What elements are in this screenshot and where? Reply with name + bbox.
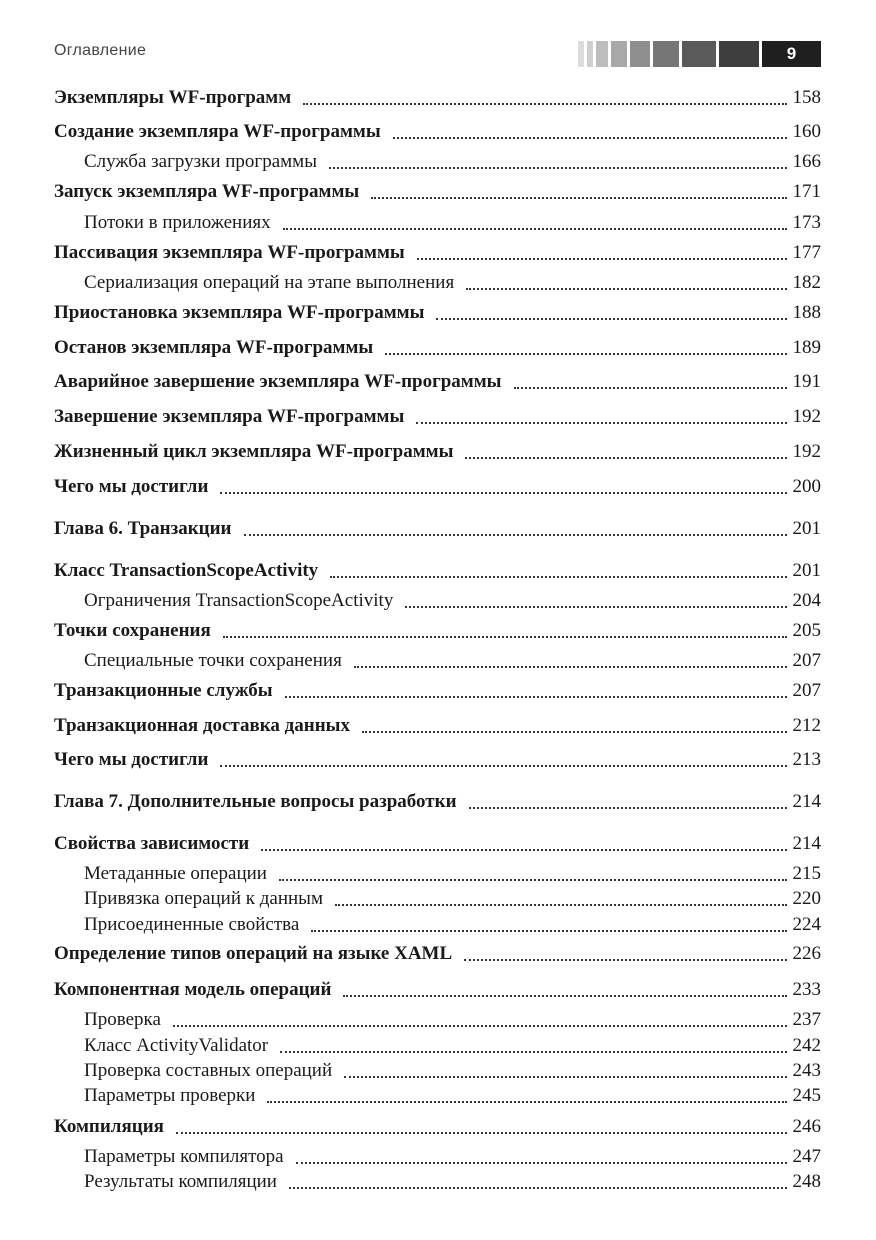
toc-entry-page: 213 [792,749,821,770]
dot-leader [393,133,787,139]
toc-entry-page: 205 [792,620,821,641]
dot-leader [220,761,786,767]
dot-leader [362,727,787,733]
dot-leader [280,1047,786,1053]
toc-entry [84,1059,821,1083]
toc-entry [84,887,821,911]
toc-entry-page: 204 [792,590,821,611]
toc-entry-title: Приостановка экземпляра WF-программы [54,302,425,323]
toc-entry-page: 246 [792,1116,821,1137]
toc-entry-page: 247 [792,1146,821,1167]
toc-entry-page: 173 [792,212,821,233]
toc-entry-title: Потоки в приложениях [84,212,271,233]
toc-entry [54,517,821,541]
toc-entry-page: 200 [792,476,821,497]
toc-entry [54,405,821,429]
dot-leader [220,488,786,494]
toc-entry [84,1084,821,1108]
toc-entry-title: Глава 6. Транзакции [54,518,232,539]
toc-entry-title: Компонентная модель операций [54,979,332,1000]
toc-entry [54,790,821,814]
dot-leader [289,1183,787,1189]
toc-entry-title: Чего мы достигли [54,749,209,770]
toc-entry [84,1145,821,1169]
toc-entry-page: 224 [792,914,821,935]
toc-entry [84,589,821,613]
dot-leader [464,955,786,961]
toc-entry-title: Пассивация экземпляра WF-программы [54,242,405,263]
toc-entry-title: Точки сохранения [54,620,211,641]
dot-leader [465,453,786,459]
toc-entry-page: 243 [792,1060,821,1081]
dot-leader [416,418,786,424]
toc-entry-title: Останов экземпляра WF-программы [54,337,374,358]
toc-entry-page: 212 [792,715,821,736]
toc-entry [84,913,821,937]
toc-entry [54,832,821,856]
toc-entry-page: 171 [792,181,821,202]
dot-leader [303,99,786,105]
toc-entry [54,475,821,499]
toc-entry-page: 220 [792,888,821,909]
toc-entry-page: 160 [792,121,821,142]
header-stripe [682,41,716,67]
toc-entry-title: Метаданные операции [84,863,267,884]
toc-entry-page: 166 [792,151,821,172]
dot-leader [330,572,786,578]
toc-entry-page: 201 [792,518,821,539]
toc-entry-page: 248 [792,1171,821,1192]
toc-entry [54,370,821,394]
dot-leader [371,193,786,199]
dot-leader [279,875,787,881]
toc-entry-title: Привязка операций к данным [84,888,323,909]
toc-entry-title: Присоединенные свойства [84,914,300,935]
header-stripe [587,41,593,67]
toc-entry [54,942,821,966]
toc-entry-title: Класс TransactionScopeActivity [54,560,319,581]
dot-leader [354,662,787,668]
toc-entry-title: Проверка составных операций [84,1060,333,1081]
toc-entry [54,559,821,583]
toc-entry-page: 233 [792,979,821,1000]
toc-entry-title: Создание экземпляра WF-программы [54,121,381,142]
toc-entry [84,1008,821,1032]
running-header-title: Оглавление [54,42,147,59]
toc-entry-page: 182 [792,272,821,293]
toc-entry-title: Свойства зависимости [54,833,250,854]
toc-entry-page: 201 [792,560,821,581]
toc-entry [54,714,821,738]
header-stripe [596,41,608,67]
dot-leader [469,803,787,809]
header-stripe [719,41,759,67]
header-stripe [578,41,584,67]
toc-entry [54,241,821,265]
dot-leader [436,314,786,320]
dot-leader [466,284,786,290]
toc-entry-page: 214 [792,833,821,854]
toc-entry [84,649,821,673]
toc-entry-page: 191 [792,371,821,392]
dot-leader [344,1072,786,1078]
dot-leader [417,254,787,260]
toc-entry-title: Глава 7. Дополнительные вопросы разработки [54,791,457,812]
toc-entry-page: 188 [792,302,821,323]
header-bar [578,41,821,67]
toc-entry-title: Результаты компиляции [84,1171,277,1192]
toc-entry-page: 158 [792,87,821,108]
dot-leader [261,845,786,851]
toc-entry-page: 214 [792,791,821,812]
toc-entry-title: Транзакционная доставка данных [54,715,350,736]
toc-entry-page: 215 [792,863,821,884]
toc-entry [54,619,821,643]
toc-entry-page: 207 [792,680,821,701]
toc-entry-page: 242 [792,1035,821,1056]
toc-entry-page: 177 [792,242,821,263]
toc-entry [84,150,821,174]
toc-entry-title: Служба загрузки программы [84,151,317,172]
dot-leader [335,900,787,906]
toc-entry [84,862,821,886]
toc-entry [54,679,821,703]
toc-entry-title: Завершение экземпляра WF-программы [54,406,405,427]
toc-entry [84,1170,821,1194]
toc-entry-title: Компиляция [54,1116,164,1137]
page-number: 9 [762,41,821,67]
toc-entry [54,336,821,360]
toc-entry [54,180,821,204]
dot-leader [223,632,787,638]
toc-entry [54,120,821,144]
dot-leader [405,602,786,608]
toc-entry [84,1034,821,1058]
dot-leader [514,383,787,389]
toc-entry-title: Чего мы достигли [54,476,209,497]
toc-entry-title: Транзакционные службы [54,680,273,701]
dot-leader [244,530,787,536]
toc-entry-title: Ограничения TransactionScopeActivity [84,590,394,611]
toc-entry-page: 189 [792,337,821,358]
toc-entry-page: 192 [792,441,821,462]
toc-entry-title: Аварийное завершение экземпляра WF-программы [54,371,502,392]
toc-entry-title: Определение типов операций на языке XAML [54,943,453,964]
header-stripe [630,41,650,67]
toc-entry [54,978,821,1002]
toc-entry-title: Специальные точки сохранения [84,650,342,671]
dot-leader [296,1158,787,1164]
dot-leader [176,1128,787,1134]
toc-entry [54,1115,821,1139]
toc-entry-page: 207 [792,650,821,671]
toc-entry-title: Запуск экземпляра WF-программы [54,181,360,202]
dot-leader [385,349,786,355]
header-stripe [611,41,627,67]
toc-entry-title: Параметры компилятора [84,1146,284,1167]
toc-entry-title: Проверка [84,1009,161,1030]
toc-entry-page: 237 [792,1009,821,1030]
dot-leader [311,926,786,932]
dot-leader [329,163,787,169]
toc-entry-title: Жизненный цикл экземпляра WF-программы [54,441,454,462]
dot-leader [267,1097,786,1103]
toc-entry [54,748,821,772]
dot-leader [173,1021,787,1027]
toc-entry-page: 192 [792,406,821,427]
toc-entry-page: 245 [792,1085,821,1106]
dot-leader [285,692,787,698]
toc-entry [54,86,821,110]
dot-leader [283,224,787,230]
toc-entry [84,271,821,295]
toc-entry-title: Класс ActivityValidator [84,1035,269,1056]
toc-entry-page: 226 [792,943,821,964]
toc-entry-title: Параметры проверки [84,1085,256,1106]
toc-entry [84,211,821,235]
dot-leader [343,991,786,997]
toc-entry [54,301,821,325]
toc-entry [54,440,821,464]
toc-entry-title: Экземпляры WF-программ [54,87,292,108]
toc-entry-title: Сериализация операций на этапе выполнения [84,272,455,293]
header-stripe [653,41,679,67]
